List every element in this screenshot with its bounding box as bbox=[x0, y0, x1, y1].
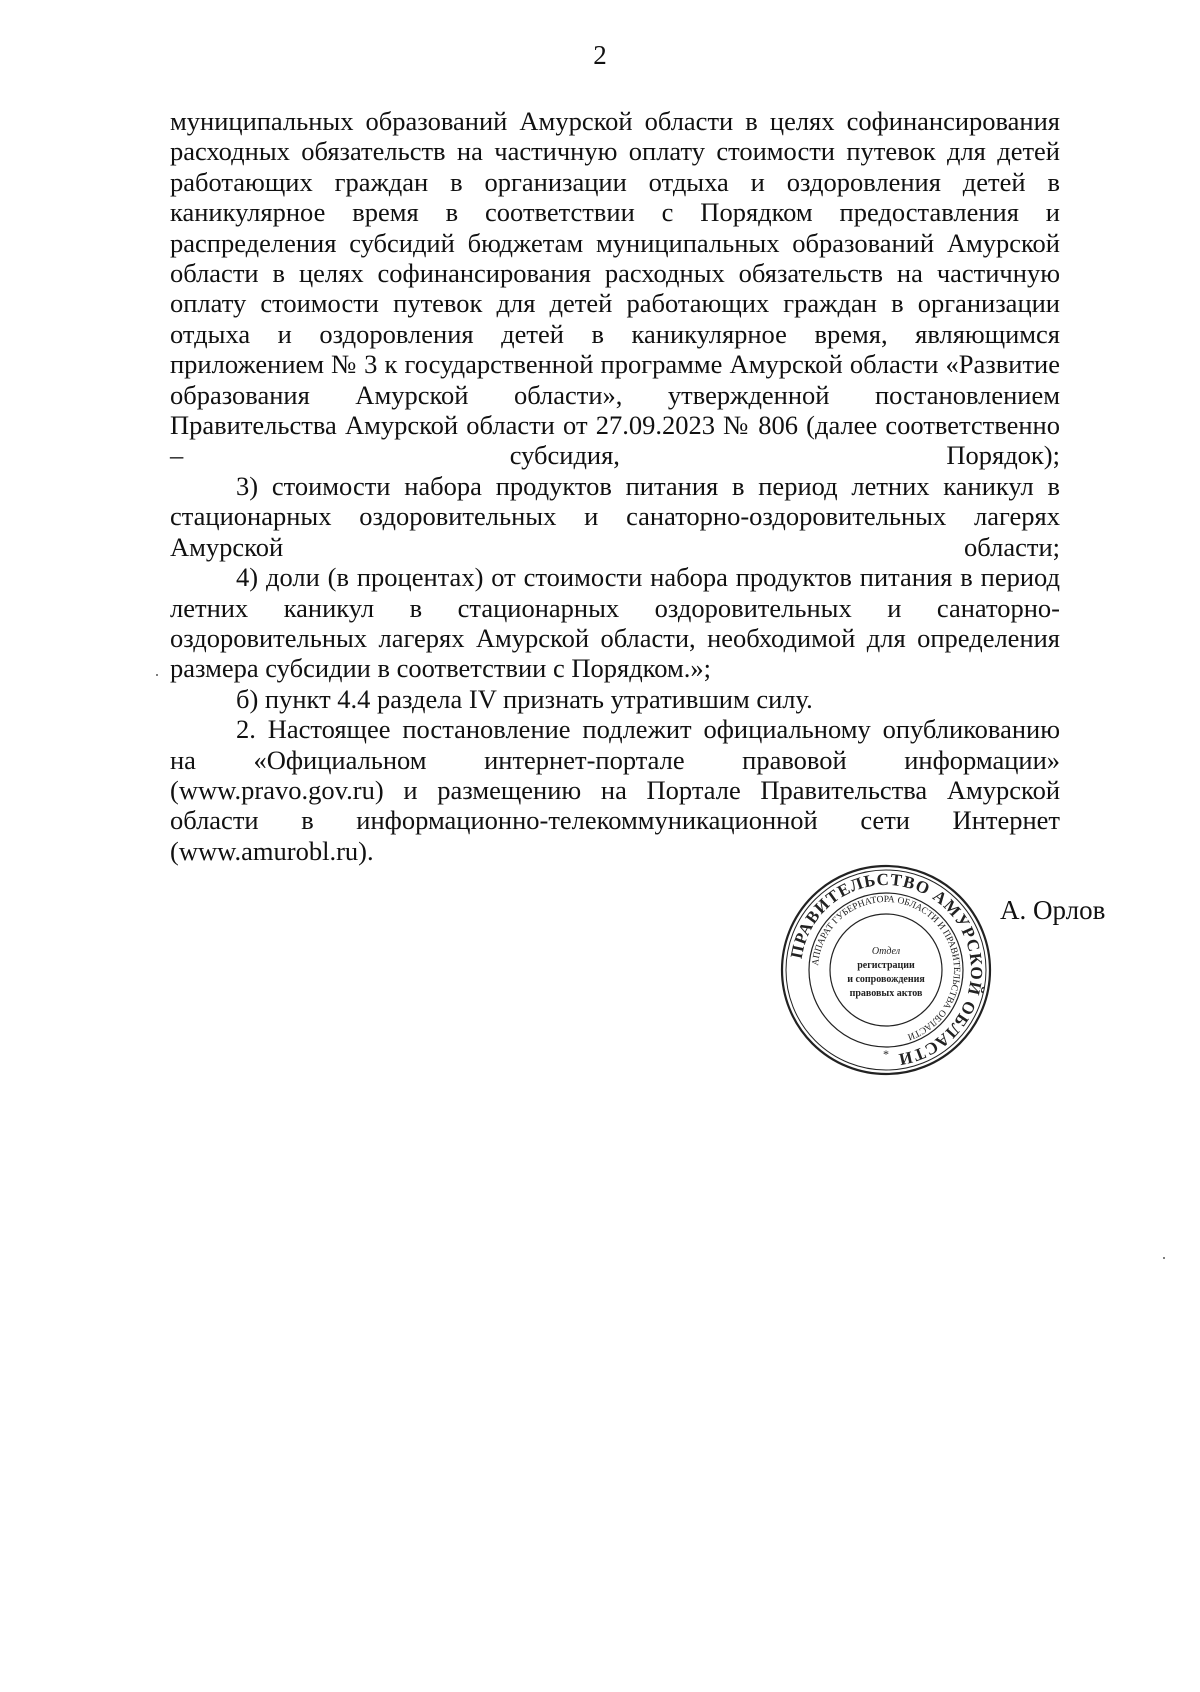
scan-speck bbox=[1163, 1257, 1165, 1259]
list-item-b: б) пункт 4.4 раздела IV признать утратившим силу. bbox=[236, 683, 813, 714]
official-stamp bbox=[778, 862, 994, 1078]
signature-name: А. Орлов bbox=[1000, 895, 1106, 925]
list-item-3: 3) стоимости набора продуктов питания в период летних каникул в стационарных оздоровительных и санаторно-оздоровительных лагерях Амурской области; bbox=[170, 470, 1060, 562]
stamp-outer-text: ПРАВИТЕЛЬСТВО АМУРСКОЙ ОБЛАСТИ bbox=[786, 869, 987, 1070]
stamp-center-line-4: правовых актов bbox=[849, 988, 923, 999]
stamp-star: * bbox=[883, 1047, 889, 1061]
clause-2: 2. Настоящее постановление подлежит официальному опубликованию на «Официальном интернет-портале правовой информации» (www.pravo.gov.ru) и размещению на Портале Правительства Амурской области в информационно-телекоммуникационной сети Интернет (www.amurobl.ru). bbox=[170, 714, 1060, 866]
page-number: 2 bbox=[593, 40, 607, 70]
list-item-4: 4) доли (в процентах) от стоимости набора продуктов питания в период летних каникул в стационарных оздоровительных и санаторно-оздоровительных лагерях Амурской области, необходимой для определения размера субсидии в соответствии с Порядком.»; bbox=[170, 562, 1060, 684]
paragraph-continuation: муниципальных образований Амурской области в целях софинансирования расходных обязательств на частичную оплату стоимости путевок для детей работающих граждан в организации отдыха и оздоровления детей в каникулярное время в соответствии с Порядком предоставления и распределения субсидий бюджетам муниципальных образований Амурской области в целях софинансирования расходных обязательств на частичную оплату стоимости путевок для детей работающих граждан в организации отдыха и оздоровления детей в каникулярное время, являющимся приложением № 3 к государственной программе Амурской области «Развитие образования Амурской области», утвержденной постановлением Правительства Амурской области от 27.09.2023 № 806 (далее соответственно – субсидия, Порядок); bbox=[170, 106, 1060, 471]
document-body bbox=[170, 106, 1060, 866]
stamp-center-line-2: регистрации bbox=[857, 960, 915, 971]
stamp-inner-text: АППАРАТ ГУБЕРНАТОРА ОБЛАСТИ И ПРАВИТЕЛЬСТВА ОБЛАСТИ bbox=[811, 894, 962, 1042]
stamp-center-line-3: и сопровождения bbox=[847, 974, 925, 985]
stamp-center-line-1: Отдел bbox=[871, 946, 901, 957]
scan-speck bbox=[156, 674, 158, 676]
